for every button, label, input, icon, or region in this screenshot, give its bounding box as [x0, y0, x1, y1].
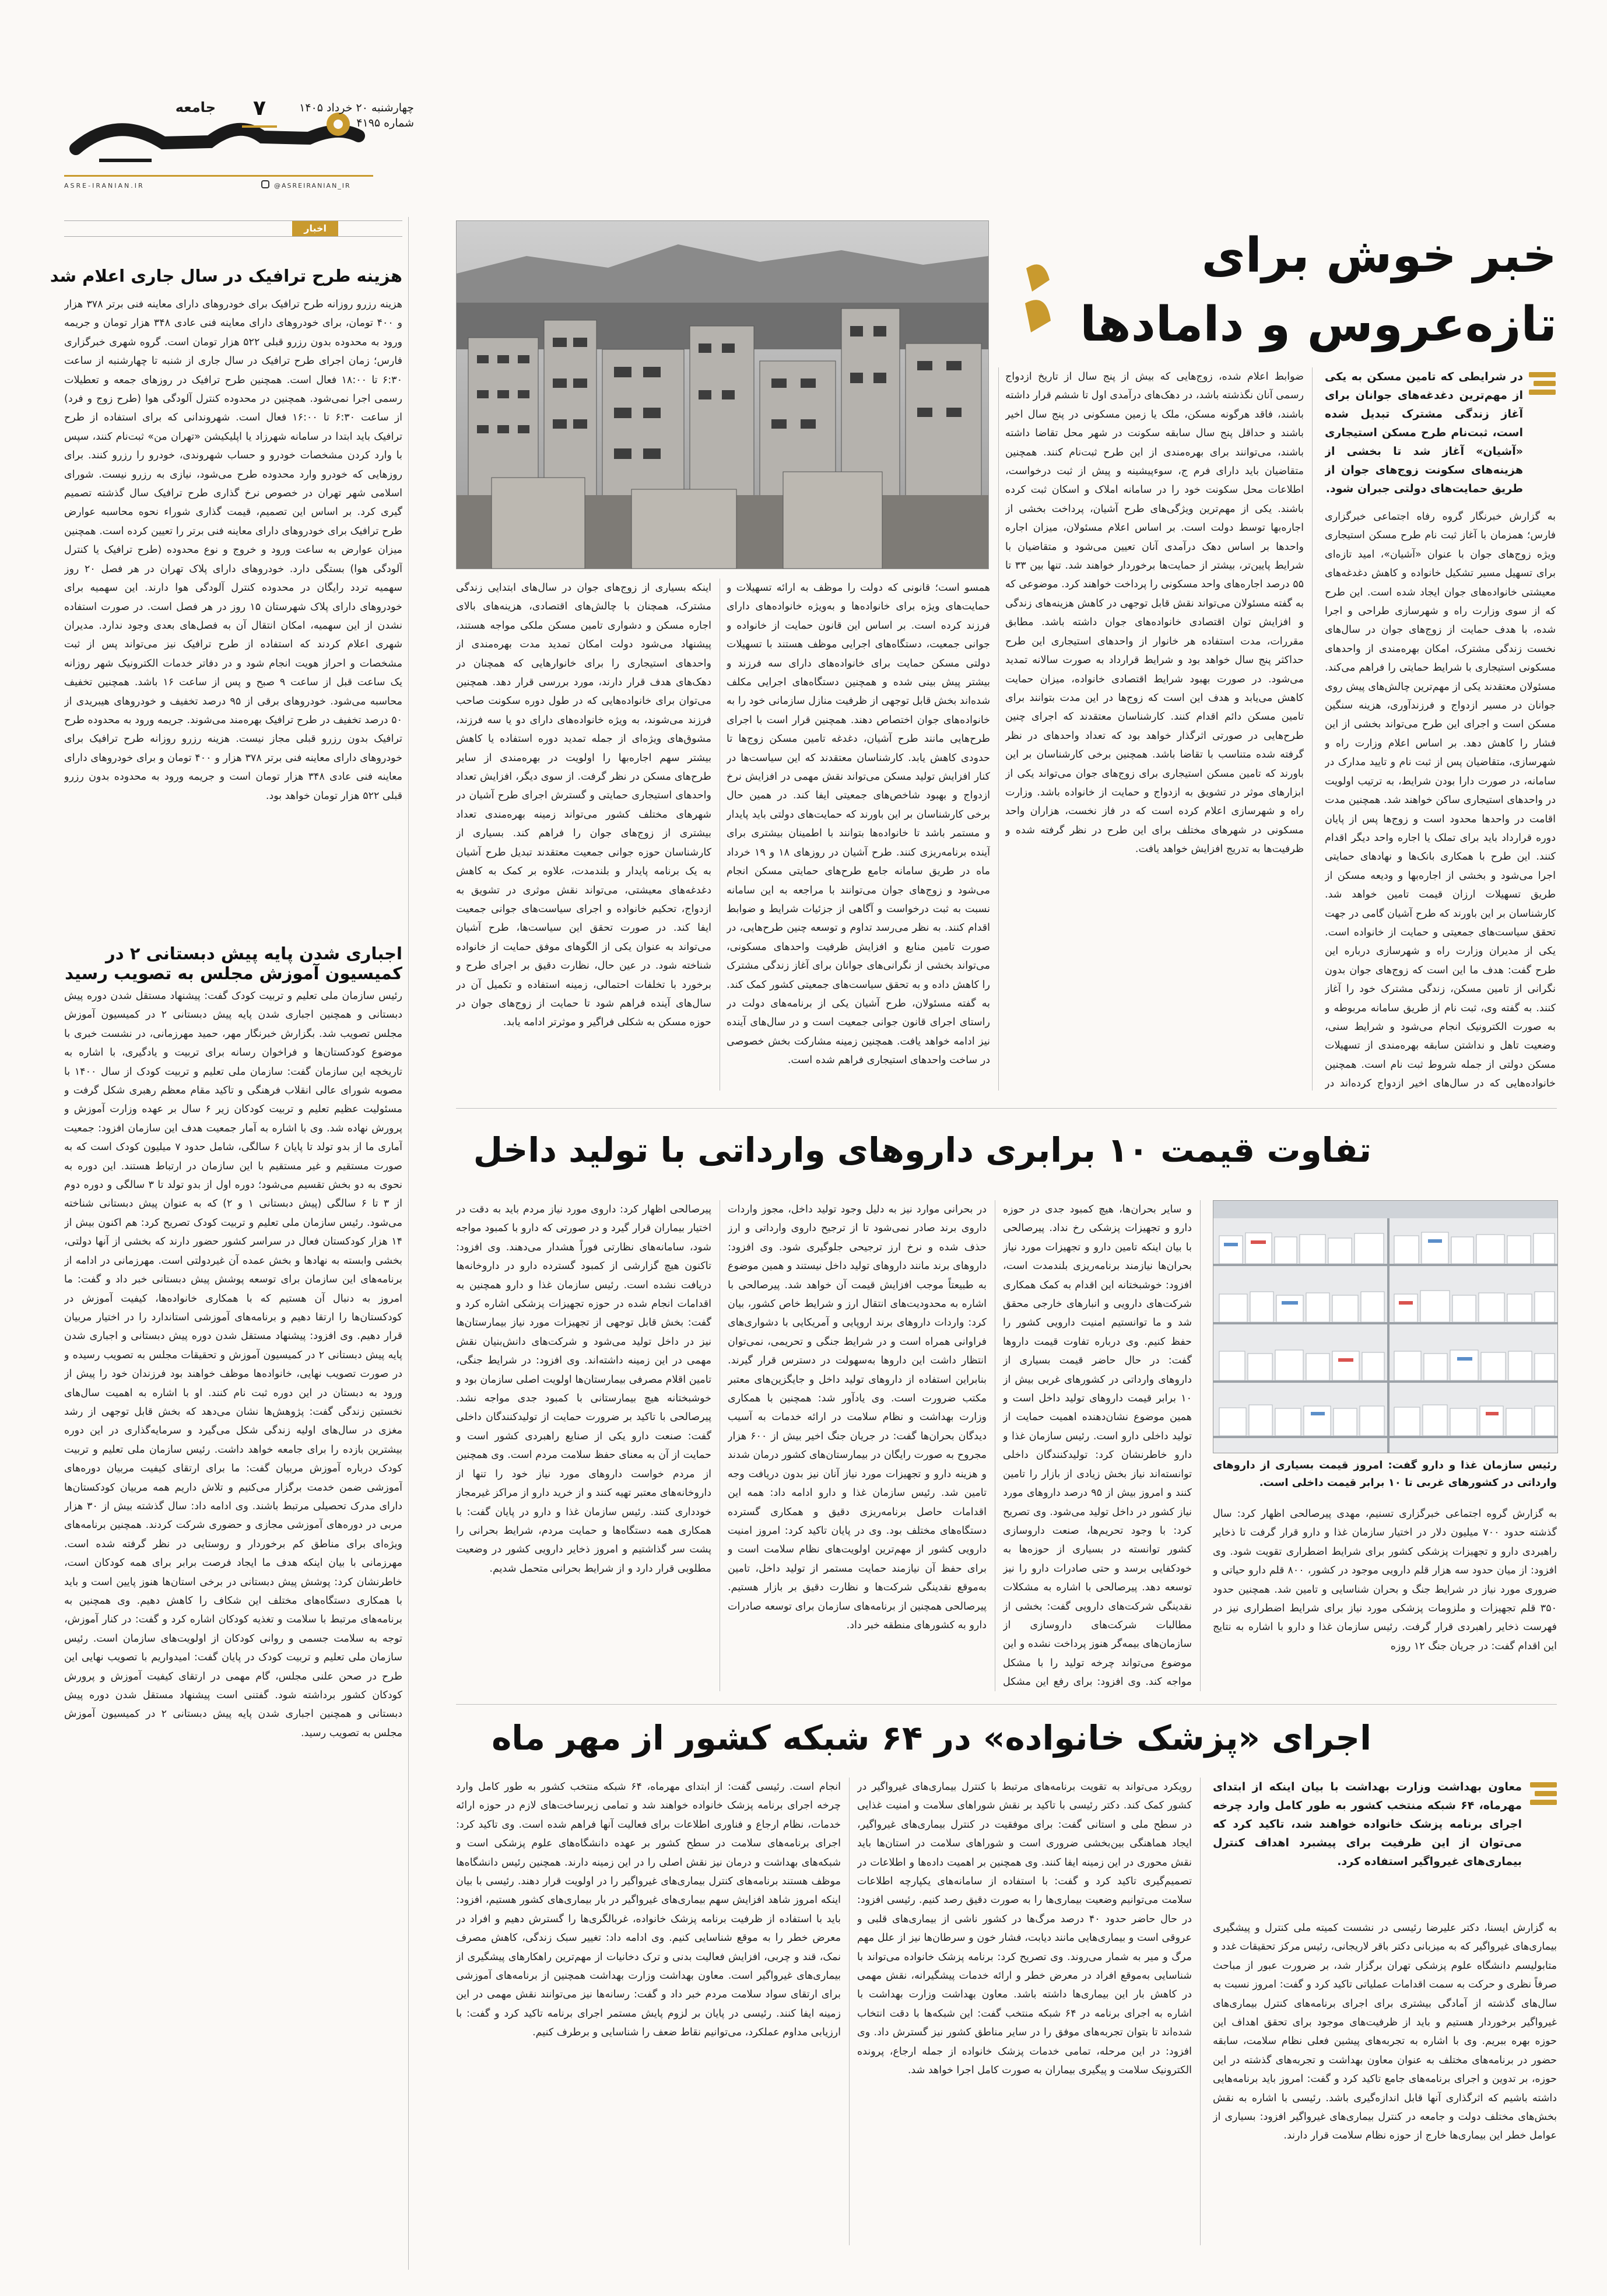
masthead [0, 0, 1607, 210]
article1-headline [1026, 222, 1557, 359]
article1-lead: در شرایطی که تامین مسکن به یکی از مهم‌ترین دغدغه‌های جوانان برای آغاز زندگی مشترک تبدیل شده است، ثبت‌نام طرح مسکن استیجاری «آشیان» آغاز شد تا بخشی از هزینه‌های سکونت زوج‌های جوان از طریق حمایت‌های دولتی جبران شود. [1325, 370, 1523, 495]
article3-divider-2 [849, 1778, 850, 2245]
news-item-2-body: رئیس سازمان ملی تعلیم و تربیت کودک گفت: پیشنهاد مستقل شدن دوره پیش دبستانی و همچنین اجباری شدن پایه پیش دبستانی ۲ در کمیسیون آموزش مجلس تصویب شد. بگزارش خبرنگار مهر، حمید مهرزمانی، در نشست خبری با موضوع کودکستان‌ها و فراخوان رسانه برای تربیت و یادگیری، با اشاره به تاریخچه این سازمان گفت: سازمان ملی تعلیم و تربیت کودک از سال ۱۴۰۰ با مصوبه شورای عالی انقلاب فرهنگی و تاکید مقام معظم رهبری شکل گرفت و مسئولیت عظیم تعلیم و تربیت کودکان زیر ۶ سال بر عهده وزارت آموزش و پرورش نهاده شد. وی با اشاره به آمار جمعیت هدف این سازمان افزود: جمعیت آماری ما از بدو تولد تا پایان ۶ سالگی، شامل حدود ۷ میلیون کودک است که به صورت مستقیم و غیر مستقیم با این سازمان در ارتباط هستند. این دوره به نحوی به دو بخش تقسیم می‌شود؛ دوره اول از بدو تولد تا ۳ سالگی و دوره دوم از ۳ تا ۶ سالگی (پیش دبستانی ۱ و ۲) که به عنوان پیش دبستانی شناخته می‌شود. رئیس سازمان ملی تعلیم و تربیت کودک تصریح کرد: هم اکنون بیش از ۱۴ هزار کودکستان فعال در سراسر کشور حضور دارند که بخشی از آنها دولتی، بخشی وابسته به نهادها و بخش عمده آن غیردولتی است. مهرزمانی در ادامه از برنامه‌های این سازمان برای توسعه پوشش پیش دبستانی خبر داد و گفت: ما امروز به دنبال آن هستیم که با همکاری خانواده‌ها، کیفیت آموزش در کودکستان‌ها را ارتقا دهیم و برنامه‌های آموزشی استاندارد را در اختیار مربیان قرار دهیم. وی افزود: پیشنهاد مستقل شدن دوره پیش دبستانی و اجباری شدن پایه پیش دبستانی ۲ در کمیسیون آموزش و تحقیقات مجلس به تصویب رسیده و در صورت تصویب نهایی، خانواده‌ها موظف خواهند بود فرزندان خود را پیش از ورود به دبستان در این دوره ثبت نام کنند. او با اشاره به اهمیت سال‌های نخستین زندگی گفت: پژوهش‌ها نشان می‌دهد که بخش قابل توجهی از رشد مغزی در سال‌های اولیه زندگی شکل می‌گیرد و سرمایه‌گذاری در این دوره بیشترین بازده را برای جامعه خواهد داشت. رئیس سازمان ملی تعلیم و تربیت کودک درباره آموزش مربیان گفت: ما برای ارتقای کیفیت مربیان دوره‌های آموزشی ضمن خدمت برگزار می‌کنیم و تلاش داریم همه مربیان کودکستان‌ها دارای مدرک تحصیلی مرتبط باشند. وی ادامه داد: سال گذشته بیش از ۳۰ هزار مربی در دوره‌های آموزشی مجازی و حضوری شرکت کردند. همچنین برنامه‌های ویژه‌ای برای مناطق کم برخوردار و روستایی در نظر گرفته شده است. مهرزمانی با بیان اینکه هدف ما ایجاد فرصت برابر برای همه کودکان است، خاطرنشان کرد: پوشش پیش دبستانی در برخی استان‌ها هنوز پایین است و باید با همکاری دستگاه‌های مختلف این شکاف را کاهش دهیم. وی همچنین به برنامه‌های مرتبط با سلامت و تغذیه کودکان اشاره کرد و گفت: در کنار آموزش، توجه به سلامت جسمی و روانی کودکان از اولویت‌های سازمان است. رئیس سازمان ملی تعلیم و تربیت کودک در پایان گفت: امیدواریم با تصویب نهایی این طرح در صحن علنی مجلس، گام مهمی در ارتقای کیفیت آموزش و پرورش کودکان کشور برداشته شود. گفتنی است پیشنهاد مستقل شدن دوره پیش دبستانی و همچنین اجباری شدن پایه پیش دبستانی ۲ در کمیسیون آموزش مجلس به تصویب رسید. [64, 990, 402, 1739]
article1-photo [456, 220, 989, 569]
article1-lead-bullet-icon [1529, 372, 1556, 398]
instagram-icon [261, 180, 269, 188]
article1-col1: به گزارش خبرنگار گروه رفاه اجتماعی خبرگزاری فارس؛ همزمان با آغاز ثبت نام طرح مسکن استیجاری ویژه زوج‌های جوان با عنوان «آشیان»، امید تازه‌ای برای تسهیل مسیر تشکیل خانواده و کاهش دغدغه‌های معیشتی خانواده‌های جوان ایجاد شده است. این طرح که از سوی وزارت راه و شهرسازی طراحی و اجرا شده، با هدف حمایت از زوج‌های جوان در سال‌های نخست زندگی مشترک، امکان بهره‌مندی از واحدهای مسکونی استیجاری با شرایط حمایتی را فراهم می‌کند. مسئولان معتقدند یکی از مهم‌ترین چالش‌های پیش روی جوانان در مسیر ازدواج و فرزندآوری، هزینه سنگین مسکن است و اجرای این طرح می‌تواند بخشی از این فشار را کاهش دهد. بر اساس اعلام وزارت راه و شهرسازی، متقاضیان پس از ثبت نام و تایید مدارک در سامانه، در صورت دارا بودن شرایط، به ترتیب اولویت در واحدهای استیجاری ساکن خواهند شد. همچنین مدت اقامت در واحدها محدود است و زوج‌ها پس از پایان دوره قرارداد باید برای تملک یا اجاره واحد دیگر اقدام کنند. این طرح با همکاری بانک‌ها و نهادهای حمایتی اجرا می‌شود و بخشی از اجاره‌بها و ودیعه مسکن از طریق تسهیلات ارزان قیمت تامین خواهد شد. کارشناسان بر این باورند که طرح آشیان گامی در جهت تحقق سیاست‌های جمعیتی و حمایت از خانواده است. یکی از مدیران وزارت راه و شهرسازی درباره این طرح گفت: هدف ما این است که زوج‌های جوان بدون نگرانی از تامین مسکن، زندگی مشترک خود را آغاز کنند. به گفته وی، ثبت نام از طریق سامانه مربوطه و به صورت الکترونیک انجام می‌شود و شرایط سنی، وضعیت تاهل و نداشتن سابقه بهره‌مندی از تسهیلات مسکن دولتی از جمله شروط ثبت نام است. همچنین خانواده‌هایی که در سال‌های اخیر ازدواج کرده‌اند در [1325, 511, 1556, 1090]
article3-col2: رویکرد می‌تواند به تقویت برنامه‌های مرتبط با کنترل بیماری‌های غیرواگیر در کشور کمک کند. دکتر رئیسی با تاکید بر نقش شوراهای سلامت و امنیت غذایی در سطح ملی و استانی گفت: برای موفقیت در کنترل بیماری‌های غیرواگیر، ایجاد هماهنگی بین‌بخشی ضروری است و شوراهای سلامت در استان‌ها باید نقش محوری در این زمینه ایفا کنند. وی همچنین بر اهمیت داده‌ها و اطلاعات در تصمیم‌گیری تاکید کرد و گفت: با استفاده از سامانه‌های یکپارچه اطلاعات سلامت می‌توانیم وضعیت بیماری‌ها را به صورت دقیق رصد کنیم. رئیسی افزود: در حال حاضر حدود ۴۰ درصد مرگ‌ها در کشور ناشی از بیماری‌های قلبی و عروقی است و بیماری‌هایی مانند دیابت، فشار خون و سرطان‌ها نیز از علل مهم مرگ و میر به شمار می‌روند. وی تصریح کرد: برنامه پزشک خانواده می‌تواند با شناسایی به‌موقع افراد در معرض خطر و ارائه خدمات پیشگیرانه، نقش مهمی در کاهش بار این بیماری‌ها داشته باشد. معاون بهداشت وزارت بهداشت با اشاره به اجرای برنامه در ۶۴ شبکه منتخب گفت: این شبکه‌ها با دقت انتخاب شده‌اند تا بتوان تجربه‌های موفق را در سایر مناطق کشور نیز گسترش داد. وی افزود: در این مرحله، تمامی خدمات پزشک خانواده از جمله ارجاع، پرونده الکترونیک سلامت و پیگیری بیماران به صورت کامل اجرا خواهد شد. [857, 1781, 1192, 2077]
section-name: جامعه [175, 99, 216, 115]
city-apartments-photo [457, 221, 988, 569]
article1-divider-1 [1312, 367, 1313, 1091]
news-item-2-title-line1: اجباری شدن پایه پیش دبستانی ۲ در [106, 944, 402, 963]
article1-divider-2 [998, 367, 999, 1091]
article3-col1: به گزارش ایسنا، دکتر علیرضا رئیسی در نشست کمیته ملی کنترل و پیشگیری بیماری‌های غیرواگیر که به میزبانی دکتر باقر لاریجانی، رئیس مرکز تحقیقات غدد و متابولیسم دانشگاه علوم پزشکی تهران برگزار شد، بر ضرورت عبور از مباحث صرفاً نظری و حرکت به سمت اقدامات عملیاتی تاکید کرد و گفت: امروز نسبت به سال‌های گذشته از آمادگی بیشتری برای اجرای برنامه‌های کنترل بیماری‌های غیرواگیر برخوردار هستیم و باید از ظرفیت‌های موجود برای تحقق اهداف این حوزه بهره ببریم. وی با اشاره به تجربه‌های پیشین فعلی نظام سلامت، سابقه حضور در برنامه‌های مختلف به عنوان معاون بهداشت و تجربه‌های گذشته در این حوزه، بر تدوین و اجرای برنامه‌های جامع تاکید کرد و گفت: امروز باید برنامه‌هایی داشته باشیم که اثرگذاری آنها قابل اندازه‌گیری باشد. رئیسی با اشاره به نقش بخش‌های مختلف دولت و جامعه در کنترل بیماری‌های غیرواگیر افزود: بسیاری از عوامل خطر این بیماری‌ها خارج از حوزه نظام سلامت قرار دارند. [1213, 1922, 1557, 2142]
article3-lead-bullet-icon [1530, 1782, 1557, 1808]
article1-headline-line1: خبر خوش برای [1201, 228, 1557, 283]
news-item-1-body: هزینه رزرو روزانه طرح ترافیک برای خودروهای دارای معاینه فنی برتر ۳۷۸ هزار و ۴۰۰ تومان، برای خودروهای دارای معاینه فنی عادی ۳۴۸ هزار تومان و جریمه ورود به محدوده بدون رزرو قبلی ۵۲۲ هزار تومان است. گروه شهری خبرگزاری فارس؛ زمان اجرای طرح ترافیک در سال جاری از شنبه تا چهارشنبه از ساعت ۶:۳۰ تا ۱۸:۰۰ فعال است. همچنین طرح ترافیک در روزهای جمعه و تعطیلات رسمی اجرا نمی‌شود. همچنین در محدوده کنترل آلودگی هوا (طرح زوج و فرد) از ساعت ۶:۳۰ تا ۱۶:۰۰ فعال است. شهروندانی که برای استفاده از طرح ترافیک باید ابتدا در سامانه شهرزاد یا اپلیکیشن «تهران من» ثبت‌نام کنند، سپس با وارد کردن مشخصات خودرو و حساب شهروندی، خودرو را رزرو کنند. برای روزهایی که خودرو وارد محدوده طرح می‌شود، نیازی به رزرو نیست. شورای اسلامی شهر تهران در خصوص نرخ گذاری طرح ترافیک سال گذشته تصمیم گیری کرد. بر اساس این تصمیم، قیمت گذاری شوراء نحوه محاسبه عوارض طرح ترافیک برای خودروهای دارای معاینه فنی برتر را تعیین کرده است. همچنین میزان عوارض به ساعت ورود و خروج و نوع محدوده (طرح ترافیک یا کنترل آلودگی هوا) بستگی دارد. خودروهای دارای پلاک تهران در هر فصل ۲۰ روز سهمیه تردد رایگان در محدوده کنترل آلودگی هوا دارند. این سهمیه برای خودروهای دارای پلاک شهرستان ۱۵ روز در هر فصل است. در صورت استفاده نشدن از این سهمیه، امکان انتقال آن به فصل‌های بعدی وجود ندارد. مدیران شهری اعلام کردند که استفاده از طرح ترافیک نیز می‌تواند پس از ثبت مشخصات و احراز هویت انجام شود و در دفاتر خدمات الکترونیک شهر روزانه یک ساعت قبل از ساعت ۹ صبح و پس از ساعت ۱۶ باشد. همچنین تخفیف محاسبه می‌شود. خودروهای برقی از ۹۵ درصد تخفیف و خودروهای هیبریدی از ۵۰ درصد تخفیف در طرح ترافیک بهره‌مند می‌شوند. جریمه ورود به محدوده طرح ترافیک بدون رزرو قبلی مجاز نیست. هزینه رزرو روزانه طرح ترافیک برای خودروهای دارای معاینه فنی برتر ۳۷۸ هزار و ۴۰۰ تومان و برای خودروهای دارای معاینه فنی عادی ۳۴۸ هزار تومان است و جریمه ورود به محدوده بدون رزرو قبلی ۵۲۲ هزار تومان خواهد بود. [64, 299, 402, 802]
article3-headline: اجرای «پزشک خانواده» در ۶۴ شبکه کشور از مهر ماه [492, 1718, 1371, 1758]
article3-col3: انجام است. رئیسی گفت: از ابتدای مهرماه، ۶۴ شبکه منتخب کشور به طور کامل وارد چرخه اجرای برنامه پزشک خانواده خواهند شد و تمامی زیرساخت‌های لازم در حوزه ارائه خدمات، نظام ارجاع و فناوری اطلاعات برای فعالیت آنها فراهم شده است. وی تاکید کرد: اجرای برنامه‌های سلامت در سطح کشور بر عهده دانشگاه‌های علوم پزشکی است و شبکه‌های بهداشت و درمان نیز نقش اصلی را در این زمینه دارند. همچنین رئیس دانشگاه‌ها موظف هستند برنامه‌های کنترل بیماری‌های غیرواگیر را در اولویت قرار دهند. رئیسی با بیان اینکه امروز شاهد افزایش سهم بیماری‌های غیرواگیر در بار بیماری‌های کشور هستیم، افزود: باید با استفاده از ظرفیت برنامه پزشک خانواده، غربالگری‌ها را گسترش دهیم و افراد در معرض خطر را به موقع شناسایی کنیم. وی ادامه داد: تغییر سبک زندگی، کاهش مصرف نمک، قند و چربی، افزایش فعالیت بدنی و ترک دخانیات از مهم‌ترین راهکارهای پیشگیری از بیماری‌های غیرواگیر است. معاون بهداشت وزارت بهداشت همچنین از برنامه‌های آموزشی برای ارتقای سواد سلامت مردم خبر داد و گفت: رسانه‌ها نیز می‌توانند نقش مهمی در این زمینه ایفا کنند. رئیسی در پایان بر لزوم پایش مستمر اجرای برنامه تاکید کرد و گفت: با ارزیابی مداوم عملکرد، می‌توانیم نقاط ضعف را شناسایی و برطرف کنیم. [456, 1781, 841, 2039]
page-number-box [242, 96, 277, 128]
article3-divider-1 [1200, 1778, 1201, 2245]
issue-number: شماره ۴۱۹۵ [356, 117, 414, 129]
pharmacy-shelves-photo [1213, 1201, 1557, 1453]
article-separator-2 [456, 1704, 1557, 1705]
decorative-quote-icon [1020, 257, 1055, 344]
article1-gold-ornament [1020, 257, 1055, 344]
article2-col2: و سایر بحران‌ها، هیچ کمبود جدی در حوزه دارو و تجهیزات پزشکی رخ نداد. پیرصالحی با بیان اینکه تامین دارو و تجهیزات مورد نیاز بحران‌ها نیازمند برنامه‌ریزی بلندمدت است، افزود: خوشبختانه این اقدام به کمک همکاری شرکت‌های دارویی و انبارهای خارجی محقق شد و ما توانستیم امنیت دارویی کشور را حفظ کنیم. وی درباره تفاوت قیمت داروها گفت: در حال حاضر قیمت بسیاری از داروهای وارداتی در کشورهای غربی بیش از ۱۰ برابر قیمت داروهای تولید داخل است و همین موضوع نشان‌دهنده اهمیت حمایت از تولید داخلی دارو است. رئیس سازمان غذا و دارو خاطرنشان کرد: تولیدکنندگان داخلی توانسته‌اند نیاز بخش زیادی از بازار را تامین کنند و امروز بیش از ۹۵ درصد داروهای مورد نیاز کشور در داخل تولید می‌شود. وی تصریح کرد: با وجود تحریم‌ها، صنعت داروسازی کشور توانسته در بسیاری از حوزه‌ها به خودکفایی برسد و حتی صادرات دارو را نیز توسعه دهد. پیرصالحی با اشاره به مشکلات نقدینگی شرکت‌های دارویی گفت: بخشی از مطالبات شرکت‌های داروسازی از سازمان‌های بیمه‌گر هنوز پرداخت نشده و این موضوع می‌تواند چرخه تولید را با مشکل مواجه کند. وی افزود: برای رفع این مشکل [1003, 1204, 1192, 1688]
news-item-1-title: هزینه طرح ترافیک در سال جاری اعلام شد [50, 266, 402, 286]
issue-date: ۲۰ خرداد ۱۴۰۵ [299, 101, 368, 114]
article1-col2: ضوابط اعلام شده، زوج‌هایی که بیش از پنج سال از تاریخ ازدواج رسمی آنان نگذشته باشد، در دهک‌های درآمدی اول تا ششم قرار داشته باشند، فاقد هرگونه مسکن، ملک یا زمین مسکونی در پنج سال اخیر باشند و حداقل پنج سال سابقه سکونت در شهر محل تقاضا داشته باشند، می‌توانند برای بهره‌مندی از این طرح ثبت‌نام کنند. همچنین متقاضیان باید دارای فرم ج، سوءپیشینه و پیش از ثبت درخواست، اطلاعات محل سکونت خود را در سامانه املاک و اسکان ثبت کرده باشند. یکی از مهم‌ترین ویژگی‌های طرح آشیان، پرداخت بخشی از اجاره‌بها توسط دولت است. بر اساس اعلام مسئولان، میزان اجاره واحدها بر اساس دهک درآمدی آنان تعیین می‌شود و متقاضیان با شرایط پایین‌تر، بیشتر از حمایت‌ها برخوردار خواهند شد. تنها بین ۳۳ تا ۵۵ درصد اجاره‌های واحد مسکونی را پرداخت خواهند کرد. موضوعی که به گفته مسئولان می‌تواند نقش قابل توجهی در کاهش هزینه‌های زندگی و افزایش توان اقتصادی خانواده‌های جوان داشته باشد. مطابق مقررات، مدت استفاده هر خانوار از واحدهای استیجاری این طرح حداکثر پنج سال خواهد بود و شرایط قرارداد به صورت سالانه تمدید می‌شود. در صورت بهبود شرایط اقتصادی خانواده، میزان حمایت کاهش می‌یابد و هدف این است که زوج‌ها در این مدت بتوانند برای تامین مسکن دائم اقدام کنند. کارشناسان معتقدند که اجرای چنین طرح‌هایی در صورتی اثرگذار خواهد بود که تعداد واحدهای در نظر گرفته شده متناسب با تقاضا باشد. همچنین برخی کارشناسان بر این باورند که تامین مسکن استیجاری برای زوج‌های جوان می‌تواند یکی از ابزارهای موثر در تشویق به ازدواج و حمایت از خانواده باشد. وزارت راه و شهرسازی اعلام کرده است که در فاز نخست، هزاران واحد مسکونی در شهرهای مختلف برای این طرح در نظر گرفته شده و ظرفیت‌ها به تدریج افزایش خواهد یافت. [1005, 371, 1304, 856]
article1-headline-line2: تازه‌عروس و دامادها [1080, 297, 1557, 352]
article1-col4: اینکه بسیاری از زوج‌های جوان در سال‌های ابتدایی زندگی مشترک، همچنان با چالش‌های اقتصادی، هزینه‌های بالای اجاره مسکن و دشواری تامین مسکن ملکی مواجه هستند، پیشنهاد می‌شود دولت امکان تمدید مدت بهره‌مندی از واحدهای استیجاری را برای خانوارهایی که همچنان در دهک‌های هدف قرار دارند، مورد بررسی قرار دهد. همچنین می‌توان برای خانواده‌هایی که در طول دوره سکونت صاحب فرزند می‌شوند، به ویژه خانواده‌های دارای دو یا سه فرزند، مشوق‌های ویژه‌ای از جمله تمدید دوره استفاده یا کاهش بیشتر سهم اجاره‌بها را اولویت در بهره‌مندی از سایر طرح‌های مسکن در نظر گرفت. از سوی دیگر، افزایش تعداد واحدهای استیجاری حمایتی و گسترش اجرای طرح آشیان در شهرهای مختلف کشور می‌تواند زمینه بهره‌مندی تعداد بیشتری از زوج‌های جوان را فراهم کند. بسیاری از کارشناسان حوزه جوانی جمعیت معتقدند تبدیل طرح آشیان به یک برنامه پایدار و بلندمدت، علاوه بر کمک به کاهش دغدغه‌های معیشتی، می‌تواند نقش موثری در تشویق به ازدواج، تحکیم خانواده و اجرای سیاست‌های جوانی جمعیت ایفا کند. در صورت تحقق این سیاست‌ها، طرح آشیان می‌تواند به عنوان یکی از الگوهای موفق حمایت از خانواده شناخته شود. در عین حال، نظارت دقیق بر اجرای طرح و برخورد با تخلفات احتمالی، زمینه استفاده و تکمیل آن در سال‌های آینده فراهم شود تا حمایت از زوج‌های جوان در حوزه مسکن به شکلی فراگیر و موثرتر ادامه یابد. [456, 582, 711, 1029]
logo-latin: ASRE-IRANIAN.IR [64, 182, 145, 190]
article2-col3: در بحرانی موارد نیز به دلیل وجود تولید داخل، مجوز واردات داروی برند صادر نمی‌شود تا از ترجیح داروی وارداتی و ارز حذف شده و نرخ ارز ترجیحی جلوگیری شود. وی افزود: داروهای برند مانند داروهای تولید داخل نیستند و همین موضوع به طبیعتاً موجب افزایش قیمت آن خواهد شد. پیرصالحی با اشاره به محدودیت‌های انتقال ارز و شرایط خاص کشور، بیان کرد: واردات داروهای برند اروپایی و آمریکایی با دشواری‌های فراوانی همراه است و در شرایط جنگی و تحریمی، نمی‌توان انتظار داشت این داروها به‌سهولت در دسترس قرار گیرند. بنابراین استفاده از داروهای تولید داخل و جایگزین‌های معتبر مکتب ضرورت است. وی یادآور شد: همچنین با همکاری وزارت بهداشت و نظام سلامت در ارائه خدمات به آسیب دیدگان بحران‌ها گفت: در جریان جنگ اخیر بیش از ۶۰۰ هزار مجروح به صورت رایگان در بیمارستان‌های کشور درمان شدند و هزینه دارو و تجهیزات مورد نیاز آنان نیز بدون دریافت وجه تامین شد. رئیس سازمان غذا و دارو ادامه داد: همه این اقدامات حاصل برنامه‌ریزی دقیق و همکاری گسترده دستگاه‌های مختلف بود. وی در پایان تاکید کرد: امروز امنیت دارویی کشور از مهم‌ترین اولویت‌های نظام سلامت است و برای حفظ آن نیازمند حمایت مستمر از تولید داخل، تامین به‌موقع نقدینگی شرکت‌ها و نظارت دقیق بر بازار هستیم. پیرصالحی همچنین از برنامه‌های سازمان برای توسعه صادرات دارو به کشورهای منطقه خبر داد. [728, 1204, 987, 1631]
sidebar-divider [408, 217, 409, 2270]
issue-day: چهارشنبه [371, 101, 414, 114]
news-item-2-title [64, 944, 402, 983]
article2-col4: پیرصالحی اظهار کرد: داروی مورد نیاز مردم باید به دقت در اختیار بیماران قرار گیرد و در صورتی که دارو با کمبود مواجه شود، سامانه‌های نظارتی فوراً هشدار می‌دهند. وی افزود: تاکنون هیچ گزارشی از کمبود گسترده دارو در داروخانه‌ها دریافت نشده است. رئیس سازمان غذا و دارو همچنین به اقدامات انجام شده در حوزه تجهیزات پزشکی اشاره کرد و گفت: بخش قابل توجهی از تجهیزات مورد نیاز بیمارستان‌ها نیز در داخل تولید می‌شود و شرکت‌های دانش‌بنیان نقش مهمی در این زمینه داشته‌اند. وی افزود: در شرایط جنگی، تامین اقلام مصرفی بیمارستان‌ها اولویت اصلی سازمان بود و خوشبختانه هیچ بیمارستانی با کمبود جدی مواجه نشد. پیرصالحی با تاکید بر ضرورت حمایت از تولیدکنندگان داخلی گفت: صنعت دارو یکی از صنایع راهبردی کشور است و حمایت از آن به معنای حفظ سلامت مردم است. وی همچنین از مردم خواست داروهای مورد نیاز خود را تنها از داروخانه‌های معتبر تهیه کنند و از خرید دارو از مراکز غیرمجاز خودداری کنند. رئیس سازمان غذا و دارو در پایان گفت: با همکاری همه دستگاه‌ها و حمایت مردم، شرایط بحرانی را پشت سر گذاشتیم و امروز ذخایر دارویی کشور در وضعیت مطلوبی قرار دارد و از شرایط بحرانی متحمل شدیم. [456, 1204, 711, 1575]
article1-col3: همسو است؛ قانونی که دولت را موظف به ارائه تسهیلات و حمایت‌های ویژه برای خانواده‌ها و به‌ویژه خانواده‌های دارای فرزند کرده است. بر اساس این قانون حمایت از خانواده و جوانی جمعیت، دستگاه‌های اجرایی موظف هستند با تسهیلات دولتی مسکن حمایت برای خانواده‌های دارای سه فرزند و بیشتر پیش بینی شده و همچنین دستگاه‌های اجرایی مکلف شده‌اند بخش قابل توجهی از ظرفیت منازل سازمانی خود را به خانواده‌های جوان اختصاص دهند. همچنین قرار است با اجرای طرح‌هایی مانند طرح آشیان، دغدغه تامین مسکن زوج‌ها تا حدودی کاهش یابد. کارشناسان معتقدند که این سیاست‌ها در کنار افزایش تولید مسکن می‌تواند نقش مهمی در افزایش نرخ ازدواج و بهبود شاخص‌های جمعیتی ایفا کند. در همین حال برخی کارشناسان بر این باورند که حمایت‌های دولتی باید پایدار و مستمر باشد تا خانواده‌ها بتوانند با اطمینان بیشتری برای آینده برنامه‌ریزی کنند. طرح آشیان در روزهای ۱۸ و ۱۹ خرداد ماه در طریق سامانه جامع طرح‌های حمایتی مسکن انجام می‌شود و زوج‌های جوان می‌توانند با مراجعه به این سامانه نسبت به ثبت درخواست و آگاهی از جزئیات شرایط و ضوابط اقدام کنند. به نظر می‌رسد تداوم و توسعه چنین طرح‌هایی، در صورت تامین منابع و افزایش ظرفیت واحدهای مسکونی، می‌تواند بخشی از نگرانی‌های جوانان برای آغاز زندگی مشترک را کاهش داده و به تحقق سیاست‌های جمعیتی کشور کمک کند. به گفته مسئولان، طرح آشیان یکی از برنامه‌های دولت در راستای اجرای قانون جوانی جمعیت است و در سال‌های آینده نیز ادامه خواهد یافت. همچنین زمینه مشارکت بخش خصوصی در ساخت واحدهای استیجاری فراهم شده است. [727, 582, 990, 1067]
article-separator-1 [456, 1108, 1557, 1109]
sidebar-tag-label: اخبار [292, 221, 338, 236]
page-number: ۷ [253, 96, 266, 120]
article2-headline: تفاوت قیمت ۱۰ برابری داروهای وارداتی با تولید داخل [473, 1130, 1371, 1170]
article2-caption: رئیس سازمان غذا و دارو گفت: امروز قیمت بسیاری از داروهای وارداتی در کشورهای غربی تا ۱۰ برابر قیمت داخلی است. [1213, 1459, 1557, 1489]
article2-photo [1213, 1200, 1558, 1453]
social-handle: @ASREIRANIAN_IR [274, 182, 351, 190]
article3-lead: معاون بهداشت وزارت بهداشت با بیان اینکه از ابتدای مهرماه، ۶۴ شبکه منتخب کشور به طور کامل وارد چرخه اجرای برنامه پزشک خانواده خواهند شد، تاکید کرد که می‌توان از این ظرفیت برای پیشبرد اهداف کنترل بیماری‌های غیرواگیر استفاده کرد. [1213, 1780, 1522, 1868]
header-gold-rule [64, 175, 373, 177]
article2-col1: به گزارش گروه اجتماعی خبرگزاری تسنیم، مهدی پیرصالحی اظهار کرد: سال گذشته حدود ۷۰۰ میلیون دلار در اختیار سازمان غذا و دارو قرار گرفت تا ذخایر راهبردی دارو و تجهیزات پزشکی کشور برای شرایط اضطراری تقویت شود. وی افزود: از میان حدود سه هزار قلم دارویی موجود در کشور، ۸۰۰ قلم دارو حیاتی و ضروری مورد نیاز در شرایط جنگ و بحران شناسایی و تامین شد. همچنین حدود ۳۵۰ قلم تجهیزات و ملزومات پزشکی مورد نیاز برای شرایط اضطراری نیز در فهرست ذخایر راهبردی قرار گرفت. رئیس سازمان غذا و دارو با اشاره به نتایج این اقدام گفت: در جریان جنگ ۱۲ روزه [1213, 1508, 1557, 1652]
issue-info [280, 100, 414, 131]
article2-divider-1 [1200, 1200, 1201, 1691]
news-item-2-title-line2: کمیسیون آموزش مجلس به تصویب رسید [65, 963, 402, 983]
sidebar-tag [64, 220, 402, 237]
